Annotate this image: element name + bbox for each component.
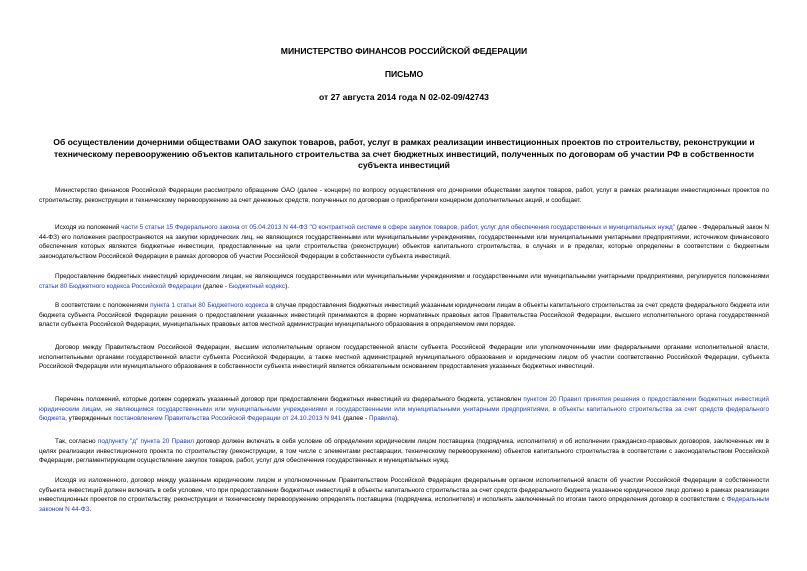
link-44fz[interactable]: Федеральным законом N 44-ФЗ — [39, 496, 769, 513]
text: . — [89, 505, 92, 513]
paragraph-6 — [39, 395, 769, 424]
text: (далее - — [341, 415, 370, 423]
text: Предоставление бюджетных инвестиций юридическим лицам, не являющимся государственными или муниципальными учреждениями и государственными или муниципальными унитарными предприятиями, регулируется положениями — [55, 273, 769, 280]
text: договор должен включать в себя условие об определении юридическим лицом поставщика (подрядчика, исполнителя) и об исполнении гражданско-правовых договоров, заключенных им в целях реализации инвестиционного проекта по строительству (реконструкции, в том числе с элементами реставрации, техническому перевооружению) объектов капитального строительства в соответствии с законодательством Российской Федерации, регламентирующим осуществление закупок товаров, работ, услуг для обеспечения государственных и муниципальных нужд. — [39, 438, 769, 465]
text: ). — [285, 282, 289, 290]
text: В соответствии с положениями — [55, 302, 151, 309]
text: Исходя из изложенного, договор между указанным юридическим лицом и уполномоченным Правительством Российской Федерации федеральным органом исполнительной власти об участии Российской Федерации в собственности субъекта инвестиций должен включать в себя условие, что при предоставлении бюджетных инвестиций в объекты капитального строительства за счет средств федерального бюджета указанное юридическое лицо должно в рамках реализации инвестиционных проектов по строительству, реконструкции и техническому перевооружению определять поставщика (подрядчика, исполнителя) и исполнять заключенный по итогам такого определения договор в соответствии с — [39, 477, 769, 504]
link-budget-code-article-80-p1[interactable]: пункта 1 статьи 80 Бюджетного кодекса — [150, 302, 269, 309]
document-type: ПИСЬМО — [384, 69, 424, 79]
text: , утвержденных — [65, 415, 114, 423]
ministry-name: МИНИСТЕРСТВО ФИНАНСОВ РОССИЙСКОЙ ФЕДЕРАЦИИ — [280, 46, 528, 56]
text: Исходя из положений — [55, 224, 122, 231]
paragraph-3 — [39, 272, 769, 291]
paragraph-5: Договор между Правительством Российской Федерации, высшим исполнительным органом государственной власти субъекта Российской Федерации или уполномоченными ими федеральными органами исполнительной власти, исполнительными органами государственной власти субъекта Российской Федерации, а также местной администрацией муниципального образования и юридическим лицом об участии соответственно Российской Федерации, субъекта Российской Федерации или муниципального образования в собственности субъекта инвестиций является обязательным основанием предоставления указанных бюджетных инвестиций. — [39, 344, 769, 371]
text: в случае предоставления бюджетных инвестиций указанным юридическим лицам в объекты капитального строительства за счет средств федерального бюджета или бюджета субъекта Российской Федерации решения о предоставлении указанных инвестиций принимаются в форме нормативных правовых актов Правительства Российской Федерации, высшего исполнительного органа государственной власти субъекта Российской Федерации, муниципальных правовых актов местной администрации муниципального образования в определяемом ими порядке. — [39, 302, 770, 329]
paragraph-4 — [39, 301, 769, 330]
paragraph-1: Министерство финансов Российской Федерации рассмотрело обращение ОАО (далее - концерн) по вопросу осуществления его дочерними обществами закупок товаров, работ, услуг в рамках реализации инвестиционных проектов по строительству, реконструкции и техническому перевооружению за счет денежных средств, полученных по договорам о приобретении концерном дополнительных акций, и сообщает. — [39, 187, 769, 204]
document-date-number: от 27 августа 2014 года N 02-02-09/42743 — [319, 92, 489, 102]
paragraph-8 — [39, 476, 769, 514]
link-budget-code-article-80[interactable]: статьи 80 Бюджетного кодекса Российской Федерации — [39, 282, 202, 290]
link-rules[interactable]: Правила — [369, 415, 395, 423]
link-budget-code[interactable]: Бюджетный кодекс — [228, 282, 286, 290]
document-title: Об осуществлении дочерними обществами ОАО закупок товаров, работ, услуг в рамках реализации инвестиционных проектов по строительству, реконструкции и техническому перевооружению объектов капитального строительства за счет бюджетных инвестиций, полученных по договорам об участии РФ в собственности субъекта инвестиций — [53, 137, 755, 170]
link-rules-point-20[interactable]: пунктом 20 Правил принятия решения о предоставлении бюджетных инвестиций юридическим лицам, не являющимся государственными или муниципальными учреждениями и государственными или муниципальными унитарными предприятиями, в объекты капитального строительства за счет средств федерального бюджета — [39, 396, 769, 423]
paragraph-7 — [39, 437, 769, 466]
text: ). — [395, 415, 399, 423]
paragraph-2 — [39, 223, 769, 261]
text: (далее - — [201, 282, 229, 290]
text: (далее - Федеральный закон N 44-ФЗ) его положения распространяются на закупки юридических лиц, не являющихся государственными или муниципальными учреждениями, государственными или муниципальными унитарными предприятиями, источником финансового обеспечения которых являются бюджетные инвестиции, предоставленные на цели строительства (реконструкции) объектов капитального строительства, в случаях и в пределах, которые определены в соответствии с бюджетным законодательством Российской Федерации в рамках договоров об участии Российской Федерации в собственности субъекта инвестиций. — [39, 224, 769, 260]
link-44fz-article-15[interactable]: части 5 статьи 15 Федерального закона от 05.04.2013 N 44-ФЗ "О контрактной системе в сфере закупок товаров, работ, услуг для обеспечения государственных и муниципальных нужд" — [121, 224, 675, 231]
text: Так, согласно — [55, 438, 98, 445]
link-government-decree-941[interactable]: постановлением Правительства Российской Федерации от 24.10.2013 N 941 — [113, 415, 342, 423]
link-rules-subpoint-d[interactable]: подпункту "д" пункта 20 Правил — [97, 438, 195, 445]
text: Перечень положений, которые должен содержать указанный договор при предоставлении бюджетных инвестиций из федерального бюджета, установлен — [55, 396, 524, 403]
